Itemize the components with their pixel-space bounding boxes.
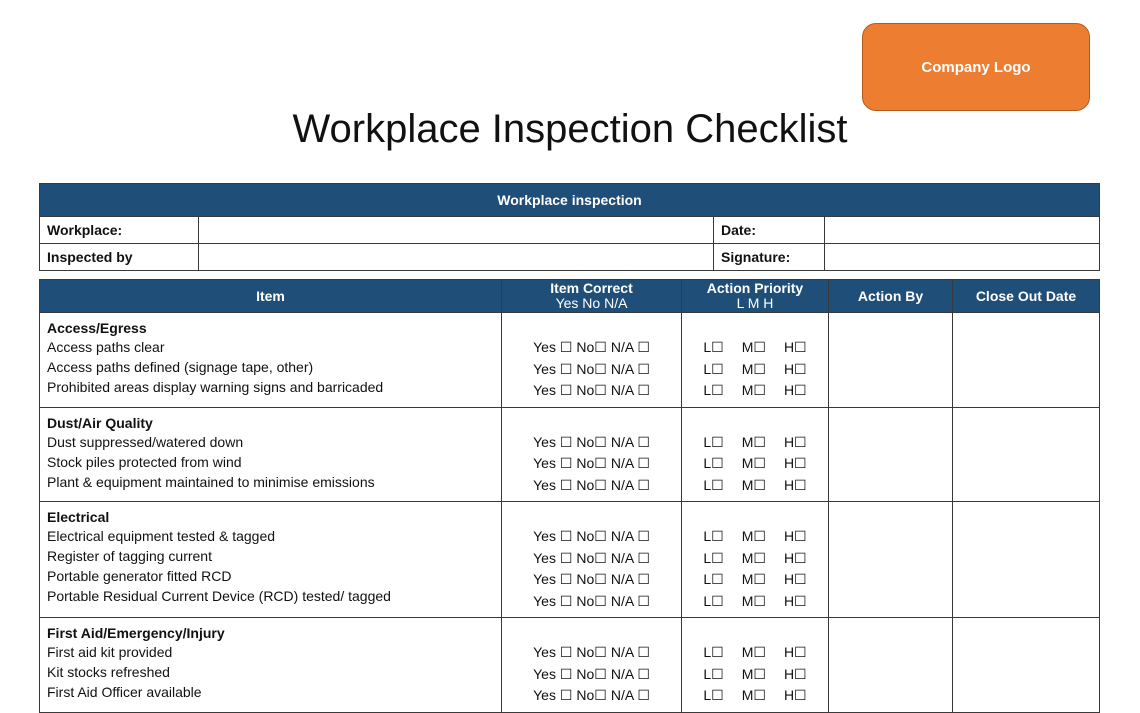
checkbox-priority-medium[interactable]: M☐: [741, 339, 766, 355]
checklist-item: Stock piles protected from wind: [47, 453, 242, 470]
checkbox-yes[interactable]: Yes ☐: [533, 592, 573, 609]
action-priority-options: [689, 569, 821, 591]
workplace-label: Workplace:: [40, 217, 199, 244]
checkbox-no[interactable]: No☐: [576, 644, 607, 660]
checkbox-priority-low[interactable]: L☐: [703, 592, 724, 609]
action-by-field[interactable]: [829, 313, 953, 408]
checkbox-priority-high[interactable]: H☐: [783, 687, 807, 703]
checkbox-priority-high[interactable]: H☐: [783, 433, 807, 450]
inspected-by-field[interactable]: [199, 244, 714, 271]
item-correct-options: [509, 526, 674, 548]
col-action-priority: [682, 280, 829, 313]
checkbox-no[interactable]: No☐: [576, 528, 607, 544]
checkbox-yes[interactable]: Yes ☐: [533, 571, 573, 587]
checkbox-no[interactable]: No☐: [576, 687, 607, 703]
checkbox-na[interactable]: N/A ☐: [610, 687, 650, 703]
col-close-out-date: Close Out Date: [953, 280, 1100, 313]
checklist-item: Prohibited areas display warning signs and barricaded: [47, 379, 384, 395]
checklist-item: Access paths defined (signage tape, other): [47, 359, 314, 375]
item-correct-cell: [502, 618, 682, 713]
action-priority-options: [689, 591, 821, 613]
checklist-item: Portable generator fitted RCD: [47, 568, 232, 584]
checkbox-no[interactable]: No☐: [576, 549, 607, 566]
checkbox-no[interactable]: No☐: [576, 382, 607, 398]
checklist-item: Electrical equipment tested & tagged: [47, 528, 276, 544]
section-items-cell: [40, 407, 502, 502]
checkbox-priority-high[interactable]: H☐: [783, 528, 807, 544]
checkbox-priority-medium[interactable]: M☐: [741, 665, 766, 682]
signature-field[interactable]: [825, 244, 1100, 271]
checkbox-yes[interactable]: Yes ☐: [533, 528, 573, 544]
section-row: [40, 618, 1100, 713]
checkbox-priority-high[interactable]: H☐: [783, 549, 807, 566]
col-action-priority-title: Action Priority: [706, 280, 804, 296]
close-out-date-field[interactable]: [953, 313, 1100, 408]
signature-label: Signature:: [714, 244, 825, 271]
checkbox-no[interactable]: No☐: [576, 665, 607, 682]
checklist-header-row: [40, 280, 1100, 313]
action-priority-cell: [682, 502, 829, 618]
item-correct-options: [509, 475, 674, 497]
checklist-item: Portable Residual Current Device (RCD) tested/ tagged: [47, 588, 391, 604]
checkbox-na[interactable]: N/A ☐: [610, 644, 650, 660]
section-heading: First Aid/Emergency/Injury: [47, 625, 225, 641]
action-priority-options: [689, 475, 821, 497]
action-priority-options: [689, 526, 821, 548]
action-by-field[interactable]: [829, 407, 953, 502]
item-correct-options: [509, 432, 674, 454]
checkbox-no[interactable]: No☐: [576, 476, 607, 493]
checkbox-priority-low[interactable]: L☐: [703, 455, 724, 471]
checkbox-priority-high[interactable]: H☐: [783, 476, 807, 493]
checklist-item: First Aid Officer available: [47, 684, 202, 700]
section-heading: Electrical: [47, 509, 110, 525]
checkbox-priority-high[interactable]: H☐: [783, 592, 807, 609]
item-correct-options: [509, 337, 674, 359]
section-items-cell: [40, 502, 502, 618]
checkbox-priority-medium[interactable]: M☐: [741, 644, 766, 660]
checkbox-priority-low[interactable]: L☐: [703, 339, 724, 355]
close-out-date-field[interactable]: [953, 502, 1100, 618]
checkbox-yes[interactable]: Yes ☐: [533, 665, 573, 682]
col-action-priority-sub: L M H: [736, 295, 774, 311]
col-item: Item: [40, 280, 502, 313]
checkbox-na[interactable]: N/A ☐: [610, 382, 650, 398]
item-correct-cell: [502, 502, 682, 618]
section-row: [40, 313, 1100, 408]
checklist-body: [40, 313, 1100, 713]
header-band: Workplace inspection: [40, 184, 1100, 217]
checkbox-priority-low[interactable]: L☐: [703, 687, 724, 703]
action-priority-options: [689, 685, 821, 707]
checkbox-na[interactable]: N/A ☐: [610, 455, 650, 471]
checkbox-priority-high[interactable]: H☐: [783, 571, 807, 587]
checkbox-priority-medium[interactable]: M☐: [741, 687, 766, 703]
action-priority-options: [689, 548, 821, 570]
action-priority-options: [689, 359, 821, 381]
checklist-item: Access paths clear: [47, 339, 165, 355]
checkbox-yes[interactable]: Yes ☐: [533, 476, 573, 493]
checkbox-na[interactable]: N/A ☐: [610, 476, 650, 493]
document-title: Workplace Inspection Checklist: [292, 107, 848, 151]
checkbox-priority-low[interactable]: L☐: [703, 571, 724, 587]
item-correct-options: [509, 548, 674, 570]
action-priority-options: [689, 432, 821, 454]
col-item-correct-sub: Yes No N/A: [555, 295, 628, 311]
checklist-item: Plant & equipment maintained to minimise emissions: [47, 473, 375, 490]
checkbox-na[interactable]: N/A ☐: [610, 433, 650, 450]
checkbox-priority-low[interactable]: L☐: [703, 549, 724, 566]
checkbox-yes[interactable]: Yes ☐: [533, 455, 573, 471]
checkbox-priority-low[interactable]: L☐: [703, 665, 724, 682]
action-by-field[interactable]: [829, 502, 953, 618]
close-out-date-field[interactable]: [953, 407, 1100, 502]
checkbox-priority-high[interactable]: H☐: [783, 339, 807, 355]
item-correct-cell: [502, 313, 682, 408]
action-priority-cell: [682, 313, 829, 408]
action-priority-options: [689, 642, 821, 664]
item-correct-cell: [502, 407, 682, 502]
checkbox-yes[interactable]: Yes ☐: [533, 382, 573, 398]
checklist-table: [39, 279, 1100, 713]
checkbox-priority-high[interactable]: H☐: [783, 644, 807, 660]
checkbox-priority-high[interactable]: H☐: [783, 455, 807, 471]
item-correct-options: [509, 380, 674, 402]
section-items-cell: [40, 618, 502, 713]
checkbox-priority-low[interactable]: L☐: [703, 476, 724, 493]
item-correct-options: [509, 453, 674, 475]
checkbox-yes[interactable]: Yes ☐: [533, 687, 573, 703]
action-priority-options: [689, 337, 821, 359]
section-heading: Dust/Air Quality: [47, 414, 153, 431]
inspected-by-label: Inspected by: [40, 244, 199, 271]
checkbox-na[interactable]: N/A ☐: [610, 339, 650, 355]
checkbox-no[interactable]: No☐: [576, 571, 607, 587]
checkbox-priority-low[interactable]: L☐: [703, 360, 724, 377]
checkbox-priority-high[interactable]: H☐: [783, 382, 807, 398]
checkbox-priority-low[interactable]: L☐: [703, 528, 724, 544]
col-item-correct-title: Item Correct: [550, 280, 633, 296]
inspection-header-table: [39, 183, 1100, 271]
checkbox-yes[interactable]: Yes ☐: [533, 549, 573, 566]
checkbox-priority-high[interactable]: H☐: [783, 665, 807, 682]
checkbox-priority-medium[interactable]: M☐: [741, 382, 766, 398]
checkbox-priority-medium[interactable]: M☐: [741, 528, 766, 544]
checkbox-priority-high[interactable]: H☐: [783, 360, 807, 377]
action-priority-cell: [682, 407, 829, 502]
section-heading: Access/Egress: [47, 320, 147, 336]
checkbox-yes[interactable]: Yes ☐: [533, 644, 573, 660]
checkbox-na[interactable]: N/A ☐: [610, 592, 650, 609]
checkbox-priority-medium[interactable]: M☐: [741, 592, 766, 609]
item-correct-options: [509, 359, 674, 381]
checkbox-yes[interactable]: Yes ☐: [533, 433, 573, 450]
checkbox-no[interactable]: No☐: [576, 360, 607, 377]
checkbox-no[interactable]: No☐: [576, 592, 607, 609]
checkbox-priority-medium[interactable]: M☐: [741, 476, 766, 493]
checkbox-priority-low[interactable]: L☐: [703, 644, 724, 660]
company-logo-placeholder: [862, 23, 1090, 111]
checkbox-no[interactable]: No☐: [576, 433, 607, 450]
checkbox-priority-low[interactable]: L☐: [703, 433, 724, 450]
checklist-item: First aid kit provided: [47, 644, 173, 660]
section-items-cell: [40, 313, 502, 408]
checkbox-priority-medium[interactable]: M☐: [741, 360, 766, 377]
close-out-date-field[interactable]: [953, 618, 1100, 713]
action-priority-cell: [682, 618, 829, 713]
item-correct-options: [509, 642, 674, 664]
item-correct-options: [509, 591, 674, 613]
section-row: [40, 502, 1100, 618]
checkbox-na[interactable]: N/A ☐: [610, 571, 650, 587]
item-correct-options: [509, 569, 674, 591]
company-logo-label: Company Logo: [921, 58, 1031, 76]
checkbox-priority-medium[interactable]: M☐: [741, 455, 766, 471]
checkbox-na[interactable]: N/A ☐: [610, 528, 650, 544]
checkbox-priority-low[interactable]: L☐: [703, 382, 724, 398]
checkbox-no[interactable]: No☐: [576, 455, 607, 471]
checklist-item: Register of tagging current: [47, 548, 212, 564]
checkbox-no[interactable]: No☐: [576, 339, 607, 355]
col-action-by: Action By: [829, 280, 953, 313]
item-correct-options: [509, 685, 674, 707]
section-row: [40, 407, 1100, 502]
checklist-item: Kit stocks refreshed: [47, 664, 170, 680]
date-label: Date:: [714, 217, 825, 244]
checkbox-na[interactable]: N/A ☐: [610, 360, 650, 377]
date-field[interactable]: [825, 217, 1100, 244]
checkbox-priority-medium[interactable]: M☐: [741, 549, 766, 566]
workplace-field[interactable]: [199, 217, 714, 244]
checkbox-priority-medium[interactable]: M☐: [741, 571, 766, 587]
action-priority-options: [689, 453, 821, 475]
checkbox-na[interactable]: N/A ☐: [610, 665, 650, 682]
checkbox-priority-medium[interactable]: M☐: [741, 433, 766, 450]
action-by-field[interactable]: [829, 618, 953, 713]
checkbox-na[interactable]: N/A ☐: [610, 549, 650, 566]
checkbox-yes[interactable]: Yes ☐: [533, 339, 573, 355]
checklist-item: Dust suppressed/watered down: [47, 433, 244, 450]
checkbox-yes[interactable]: Yes ☐: [533, 360, 573, 377]
col-item-correct: [502, 280, 682, 313]
action-priority-options: [689, 380, 821, 402]
